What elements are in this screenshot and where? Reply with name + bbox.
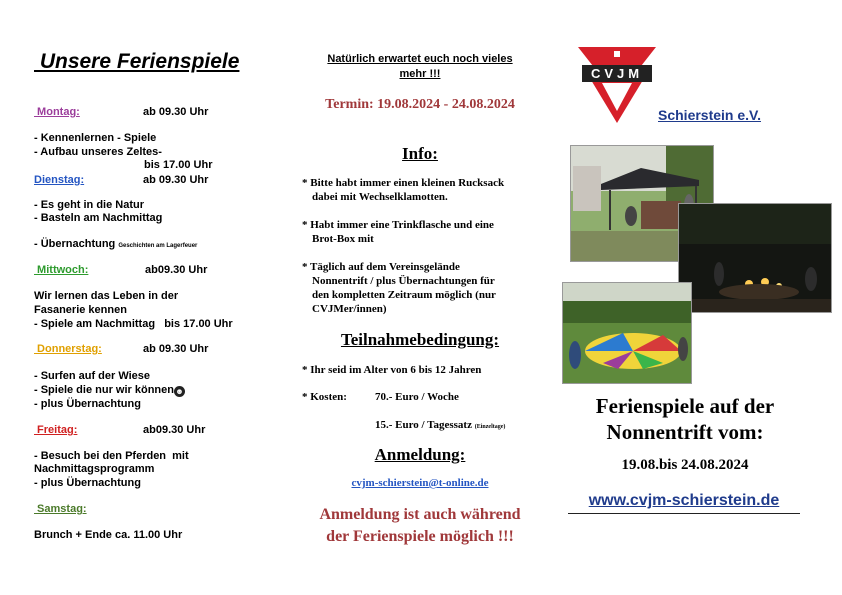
headline-line-1: Ferienspiele auf der [595,394,775,418]
parachute-photo [562,282,692,384]
thursday-item [34,384,185,397]
cost-week: 70.- Euro / Woche [375,391,459,403]
tuesday-item [34,238,197,250]
thursday-item: - Surfen auf der Wiese [34,370,151,382]
day-monday-label: Montag: [34,106,80,118]
day-wednesday-label: Mittwoch: [34,264,89,276]
tuesday-item: - Es geht in die Natur [34,199,145,211]
age-condition: * Ihr seid im Alter von 6 bis 12 Jahren [302,364,482,376]
wednesday-item: Wir lernen das Leben in der [34,290,179,302]
cost-label: * Kosten: [302,391,347,403]
day-saturday-label: Samstag: [34,503,87,515]
termin-date: Termin: 19.08.2024 - 24.08.2024 [325,97,515,112]
program-column [30,0,270,595]
info-text: * Habt immer eine Trinkflasche und eine [302,219,494,231]
note-line-1: Anmeldung ist auch während [319,506,521,523]
cost-day-text: 15.- Euro / Tagessatz [375,419,472,431]
tuesday-item: - Basteln am Nachmittag [34,212,163,224]
intro-line-1: Natürlich erwartet euch noch vieles [327,53,513,65]
thursday-item: - plus Übernachtung [34,398,141,410]
monday-item: bis 17.00 Uhr [144,159,213,171]
program-title: Unsere Ferienspiele [34,50,240,73]
day-tuesday-time: ab 09.30 Uhr [143,174,209,186]
info-heading: Info: [402,144,438,163]
campfire-photo [678,203,832,313]
smiley-icon: ☻ [175,387,184,396]
info-item [302,260,542,316]
day-thursday-time: ab 09.30 Uhr [143,343,209,355]
info-text: dabei mit Wechselklamotten. [312,191,448,203]
games-text: - Spiele die nur wir können [34,384,174,396]
info-text: den kompletten Zeitraum möglich (nur [312,289,496,301]
cvjm-logo [572,45,662,125]
info-column [295,0,545,595]
overnight-text: - Übernachtung [34,238,119,250]
saturday-item: Brunch + Ende ca. 11.00 Uhr [34,529,183,541]
logo-text: CVJM [590,66,644,81]
info-item [302,218,542,246]
cover-column [560,0,842,595]
campfire-note: Geschichten am Lagerfeuer [118,243,198,249]
monday-item: - Aufbau unseres Zeltes- [34,146,162,158]
info-text: Nonnentrift / plus Übernachtungen für [312,275,495,287]
day-tuesday-label: Dienstag: [34,174,85,186]
event-dates: 19.08.bis 24.08.2024 [621,457,749,473]
note-line-2: der Ferienspiele möglich !!! [326,528,514,545]
cost-day [375,418,545,434]
website-link[interactable]: www.cvjm-schierstein.de [568,492,800,514]
wednesday-item: Fasanerie kennen [34,304,127,316]
day-monday-time: ab 09.30 Uhr [143,106,209,118]
day-friday-label: Freitag: [34,424,78,436]
monday-item: - Kennenlernen - Spiele [34,132,157,144]
registration-heading: Anmeldung: [374,445,466,464]
info-item [302,176,542,204]
intro-text [295,52,545,82]
friday-item: - Besuch bei den Pferden mit [34,450,189,462]
conditions-heading: Teilnahmebedingung: [340,330,500,349]
headline-line-2: Nonnentrift vom: [606,420,764,444]
intro-line-2: mehr !!! [399,68,441,80]
friday-item: - plus Übernachtung [34,477,141,489]
cost-day-note: (Einzeltage) [474,424,506,430]
friday-item: Nachmittagsprogramm [34,463,155,475]
info-text: * Täglich auf dem Vereinsgelände [302,261,460,273]
info-text: * Bitte habt immer einen kleinen Rucksack [302,177,505,189]
headline [560,393,810,445]
day-thursday-label: Donnerstag: [34,343,102,355]
wednesday-item: - Spiele am Nachmittag bis 17.00 Uhr [34,318,233,330]
info-text: CVJMer/innen) [312,303,387,315]
email-link[interactable]: cvjm-schierstein@t-online.de [351,477,489,489]
info-text: Brot-Box mit [312,233,374,245]
registration-note [295,504,545,548]
day-wednesday-time: ab09.30 Uhr [145,264,208,276]
day-friday-time: ab09.30 Uhr [143,424,206,436]
org-name: Schierstein e.V. [658,107,761,123]
